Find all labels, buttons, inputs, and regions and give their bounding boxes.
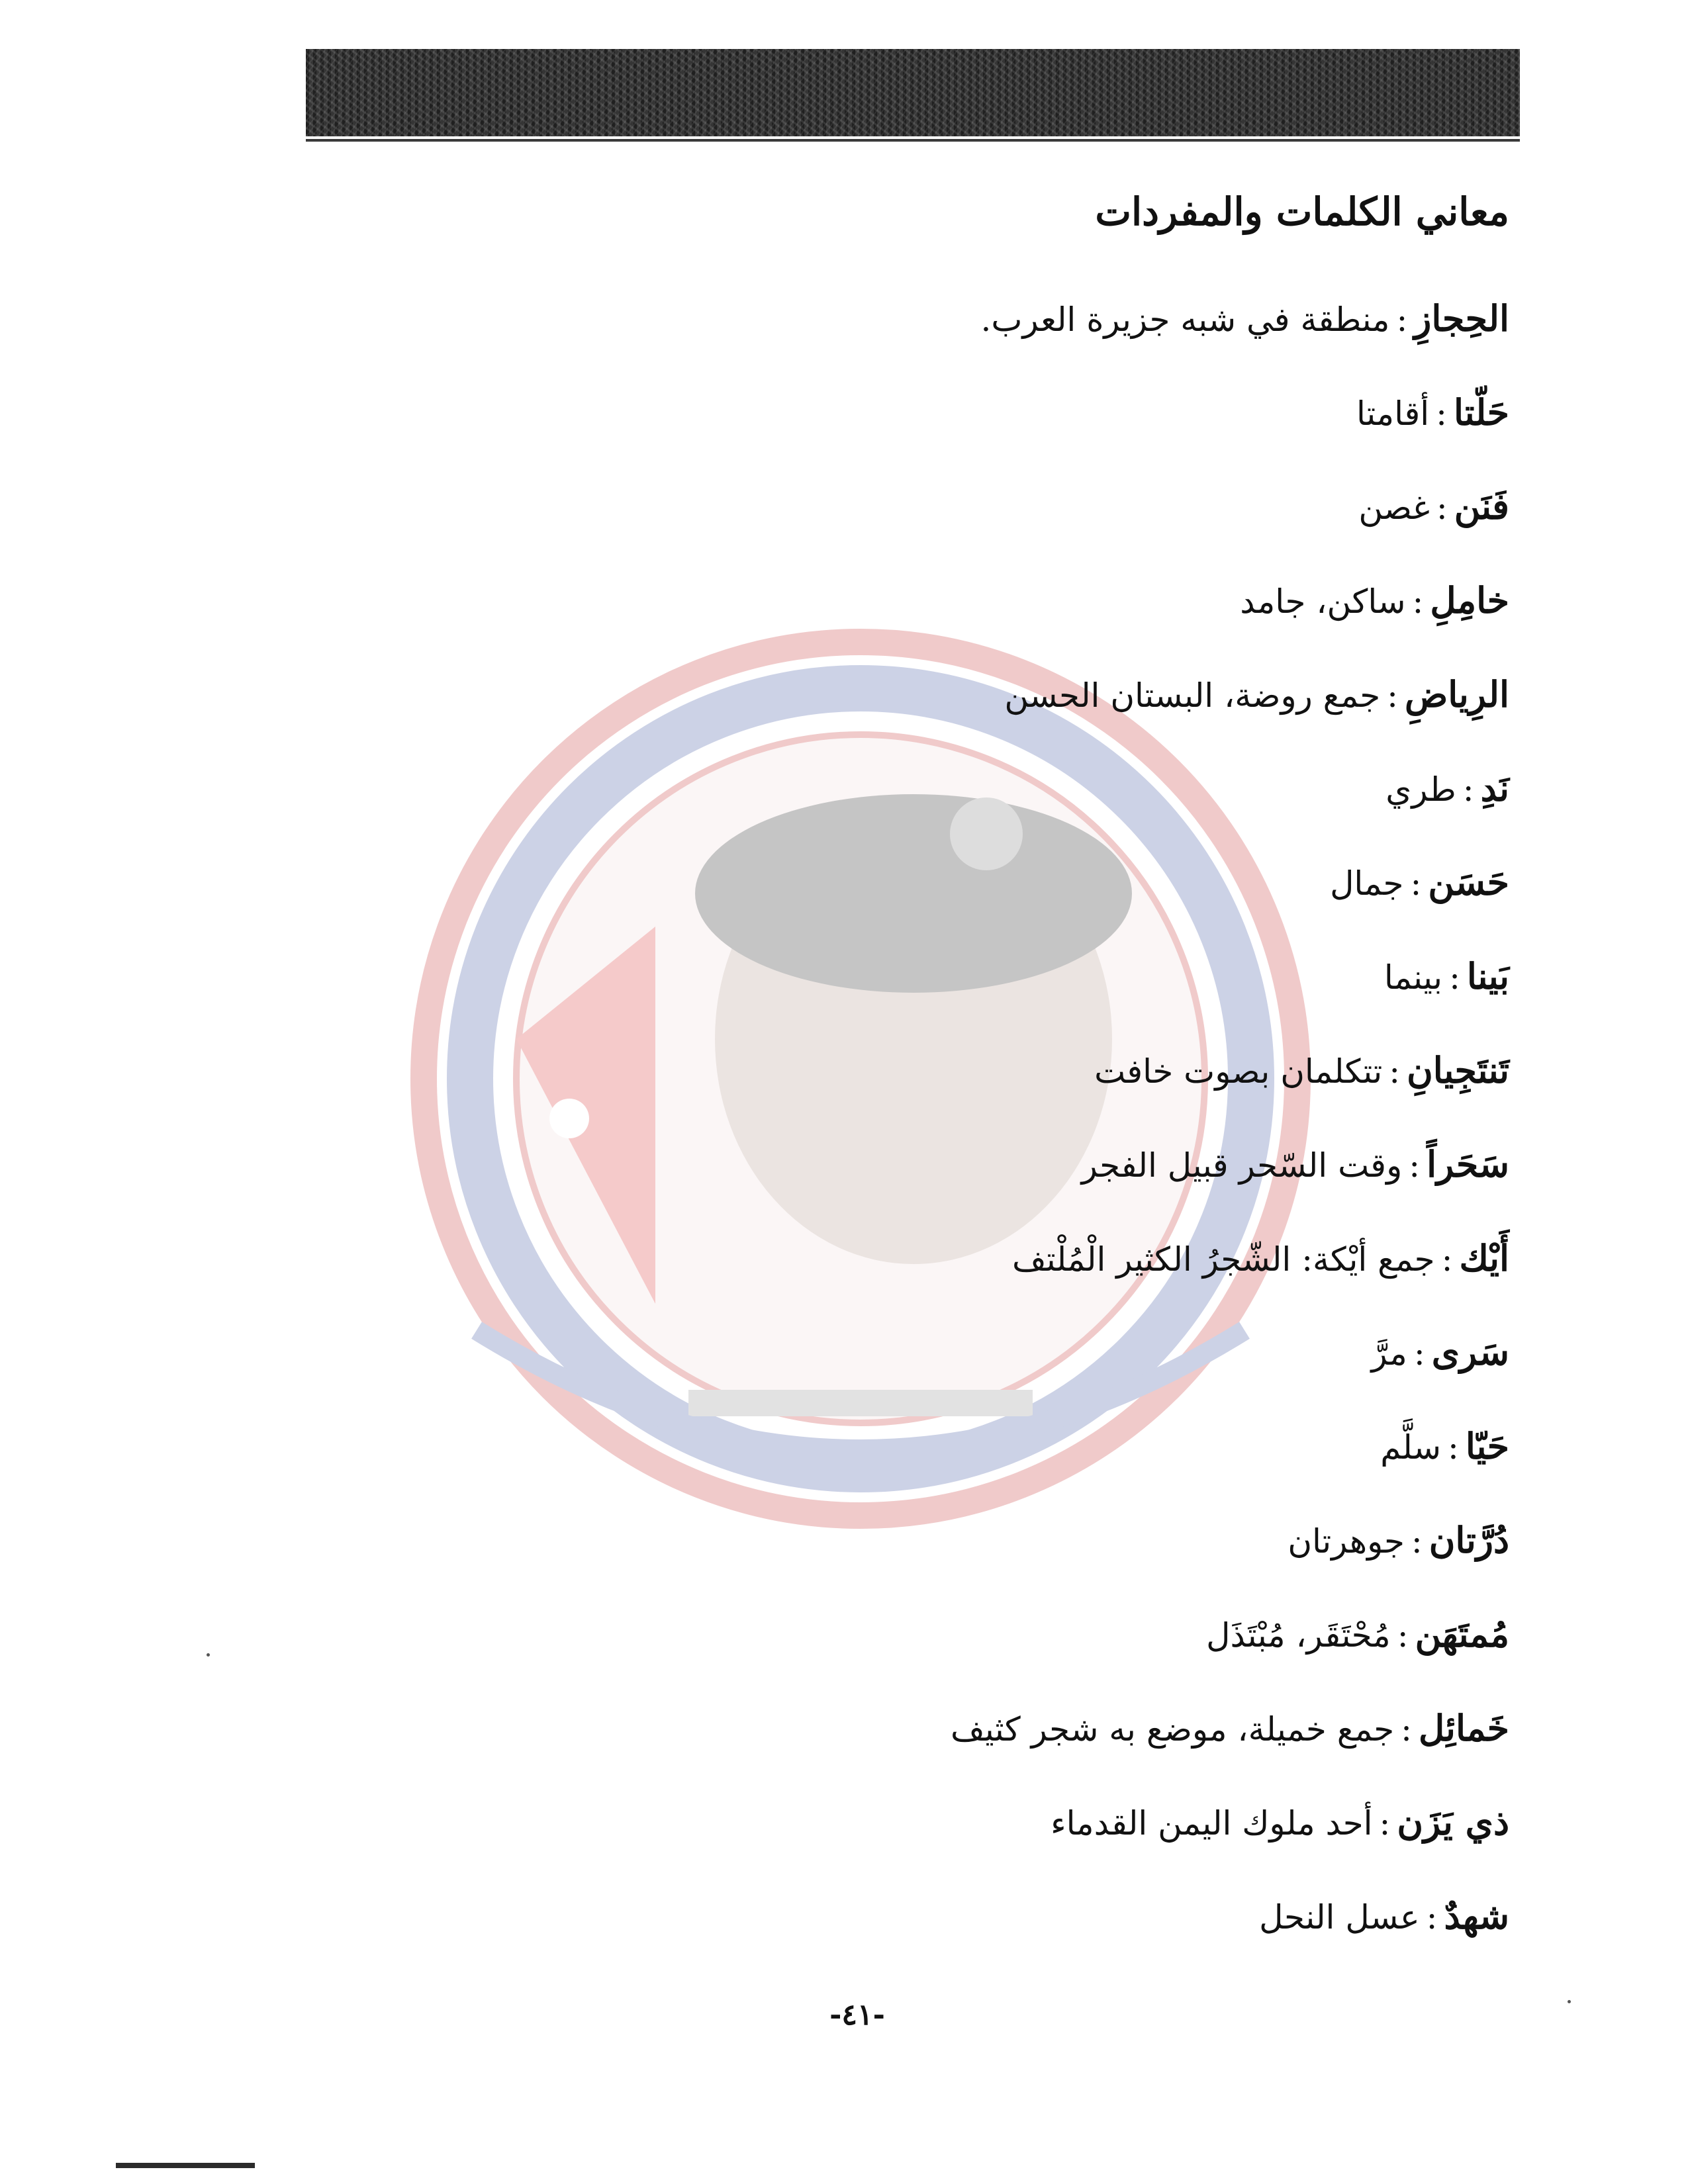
vocab-entry: [384, 553, 1509, 647]
vocab-separator: :: [1462, 770, 1474, 809]
vocab-definition: غصن: [1358, 488, 1430, 527]
vocab-separator: :: [1387, 676, 1398, 715]
vocab-entry: [384, 1775, 1509, 1869]
vocab-separator: :: [1396, 300, 1408, 339]
vocab-entry: [384, 365, 1509, 459]
vocab-term: مُمتَهَن: [1415, 1613, 1509, 1655]
vocab-entry: [384, 1399, 1509, 1493]
vocab-separator: :: [1411, 1522, 1423, 1561]
scan-speck: [207, 1653, 210, 1657]
vocab-definition: منطقة في شبه جزيرة العرب.: [980, 300, 1390, 339]
vocab-definition: أحد ملوك اليمن القدماء: [1051, 1804, 1373, 1843]
scan-speck: [1568, 2000, 1571, 2003]
vocab-definition: وقت السّحر قبيل الفجر: [1081, 1146, 1403, 1185]
vocab-separator: :: [1409, 1146, 1421, 1185]
vocab-term: خَمائِل: [1419, 1707, 1509, 1749]
vocab-term: تَنتَجِيانِ: [1407, 1049, 1509, 1091]
vocab-definition: جمع أيْكة: الشّجرُ الكثير الْمُلْتف: [1011, 1240, 1435, 1279]
vocab-separator: :: [1410, 864, 1422, 903]
vocab-separator: :: [1436, 394, 1447, 433]
vocab-definition: بينما: [1383, 958, 1443, 997]
vocab-entry: [384, 459, 1509, 553]
vocab-definition: أقامتا: [1356, 394, 1430, 433]
vocab-term: نَدِ: [1480, 767, 1509, 809]
vocab-separator: :: [1426, 1898, 1438, 1936]
vocab-separator: :: [1441, 1240, 1453, 1279]
vocab-term: سَحَراً: [1427, 1143, 1509, 1185]
vocab-term: أَيْك: [1459, 1237, 1509, 1279]
vocab-term: شهدٌ: [1444, 1895, 1509, 1937]
vocab-separator: :: [1436, 488, 1448, 527]
vocab-term: حَسَن: [1428, 861, 1509, 903]
vocab-entry: [384, 1023, 1509, 1117]
vocab-definition: جمع خميلة، موضع به شجر كثيف: [950, 1710, 1395, 1749]
vocab-separator: :: [1401, 1710, 1413, 1749]
vocab-definition: سلَّم: [1380, 1428, 1441, 1467]
vocab-definition: جمال: [1330, 864, 1404, 903]
vocab-separator: :: [1413, 1334, 1425, 1373]
vocab-definition: مرَّ: [1371, 1334, 1407, 1373]
vocab-term: الرِياضِ: [1404, 673, 1509, 715]
vocabulary-section: [384, 179, 1509, 1963]
vocab-term: الحِجازِ: [1414, 297, 1509, 340]
vocab-entry: [384, 1493, 1509, 1587]
vocab-definition: جمع روضة، البستان الحسن: [1004, 676, 1381, 715]
vocab-entry: [384, 1587, 1509, 1681]
vocab-definition: ساكن، جامد: [1240, 582, 1406, 621]
vocab-separator: :: [1389, 1052, 1401, 1091]
vocab-term: ذي يَزَن: [1397, 1801, 1509, 1843]
vocab-term: فَنَن: [1454, 485, 1509, 527]
vocab-entry: [384, 835, 1509, 929]
vocab-term: خامِلِ: [1430, 579, 1509, 621]
vocab-entry: [384, 929, 1509, 1023]
header-rule: [306, 139, 1520, 142]
vocab-separator: :: [1379, 1804, 1391, 1843]
vocab-term: دُرَّتان: [1429, 1519, 1509, 1561]
vocab-term: سَرى: [1431, 1331, 1509, 1373]
vocab-term: حَلّتا: [1453, 391, 1509, 433]
vocab-entry: [384, 271, 1509, 365]
vocab-entry: [384, 1211, 1509, 1305]
vocab-definition: تتكلمان بصوت خافت: [1094, 1052, 1383, 1091]
vocab-entry: [384, 1305, 1509, 1399]
vocab-separator: :: [1397, 1616, 1409, 1655]
vocab-entry: [384, 1869, 1509, 1963]
vocab-entry: [384, 647, 1509, 741]
vocab-term: بَينا: [1466, 955, 1509, 997]
header-band: [306, 49, 1520, 136]
vocab-entry: [384, 741, 1509, 835]
vocab-term: حَيّا: [1465, 1425, 1509, 1467]
vocab-separator: :: [1449, 958, 1460, 997]
page-number: -٤١-: [829, 1998, 885, 2032]
vocab-definition: مُحْتَقَر، مُبْتَذَل: [1206, 1616, 1391, 1655]
vocab-separator: :: [1448, 1428, 1459, 1467]
footer-mark: [116, 2163, 255, 2168]
vocab-definition: طري: [1385, 770, 1456, 809]
vocab-definition: عسل النحل: [1259, 1898, 1420, 1936]
vocab-definition: جوهرتان: [1288, 1522, 1405, 1561]
vocab-separator: :: [1412, 582, 1424, 621]
vocab-entry: [384, 1681, 1509, 1775]
vocab-entry: [384, 1117, 1509, 1211]
section-title: معاني الكلمات والمفردات: [1095, 189, 1509, 234]
